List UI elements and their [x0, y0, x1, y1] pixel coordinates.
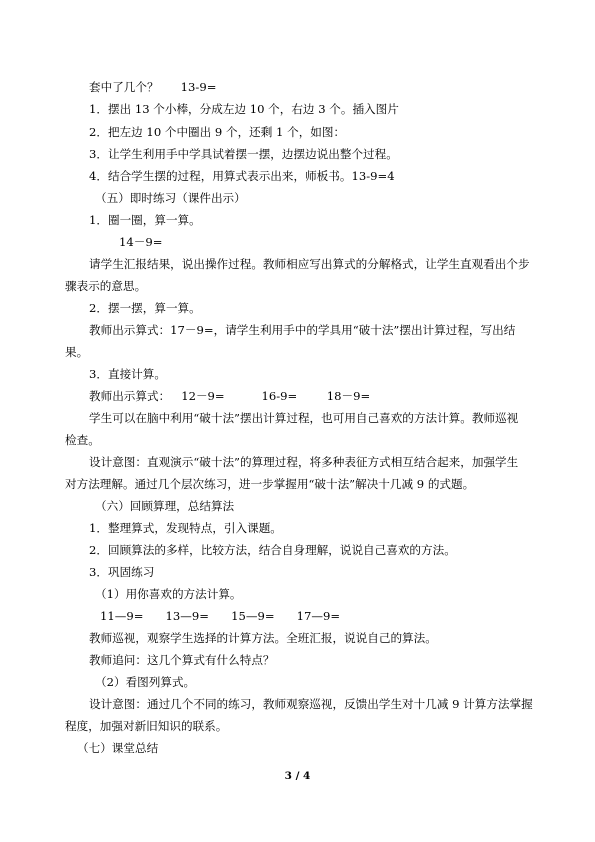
equation-line: 11—9= 13—9= 15—9= 17—9=	[100, 609, 341, 623]
text-line: 教师巡视，观察学生选择的计算方法。全班汇报，说说自己的算法。	[89, 631, 437, 645]
text-line: 套中了几个？ 13-9=	[89, 80, 217, 94]
text-line: 检查。	[65, 433, 100, 447]
text-line: 3．让学生利用手中学具试着摆一摆，边摆边说出整个过程。	[89, 147, 398, 161]
section-heading: （六）回顾算理，总结算法	[95, 499, 235, 513]
section-heading: （七）课堂总结	[77, 741, 159, 755]
text-line: 教师出示算式：17－9=，请学生利用手中的学具用“破十法”摆出计算过程，写出结	[89, 323, 516, 337]
text-line: 学生可以在脑中利用“破十法”摆出计算过程，也可用自己喜欢的方法计算。教师巡视	[89, 411, 519, 425]
text-line: 4．结合学生摆的过程，用算式表示出来，师板书。13-9=4	[89, 169, 395, 183]
text-line: 2．回顾算法的多样，比较方法，结合自身理解，说说自己喜欢的方法。	[89, 543, 456, 557]
text-line: 2．把左边 10 个中圈出 9 个，还剩 1 个，如图：	[89, 125, 346, 139]
text-line: 骤表示的意思。	[65, 279, 147, 293]
text-line: 2．摆一摆，算一算。	[89, 301, 201, 315]
text-line: 教师追问：这几个算式有什么特点？	[89, 653, 275, 667]
text-line: 果。	[65, 345, 89, 359]
text-line: （2）看图列算式。	[95, 675, 196, 689]
text-line: 设计意图：通过几个不同的练习，教师观察巡视，反馈出学生对十几减 9 计算方法掌握	[89, 697, 533, 711]
text-line: 程度，加强对新旧知识的联系。	[65, 719, 228, 733]
equation-line: 14－9=	[119, 235, 163, 249]
text-line: 3．巩固练习	[89, 565, 155, 579]
text-line: 3．直接计算。	[89, 367, 166, 381]
text-line: 设计意图：直观演示“破十法”的算理过程，将多种表征方式相互结合起来，加强学生	[89, 455, 519, 469]
text-line: （1）用你喜欢的方法计算。	[95, 587, 242, 601]
text-line: 1．圈一圈，算一算。	[89, 213, 201, 227]
section-heading: （五）即时练习（课件出示）	[95, 191, 246, 205]
text-line: 1．摆出 13 个小棒，分成左边 10 个，右边 3 个。插入图片	[89, 102, 399, 116]
text-line: 教师出示算式： 12－9= 16-9= 18－9=	[89, 389, 371, 403]
text-line: 对方法理解。通过几个层次练习，进一步掌握用“破十法”解决十几减 9 的式题。	[65, 477, 475, 491]
page-number: 3 / 4	[284, 770, 311, 782]
text-line: 请学生汇报结果，说出操作过程。教师相应写出算式的分解格式，让学生直观看出个步	[89, 257, 530, 271]
text-line: 1．整理算式，发现特点，引入课题。	[89, 521, 282, 535]
